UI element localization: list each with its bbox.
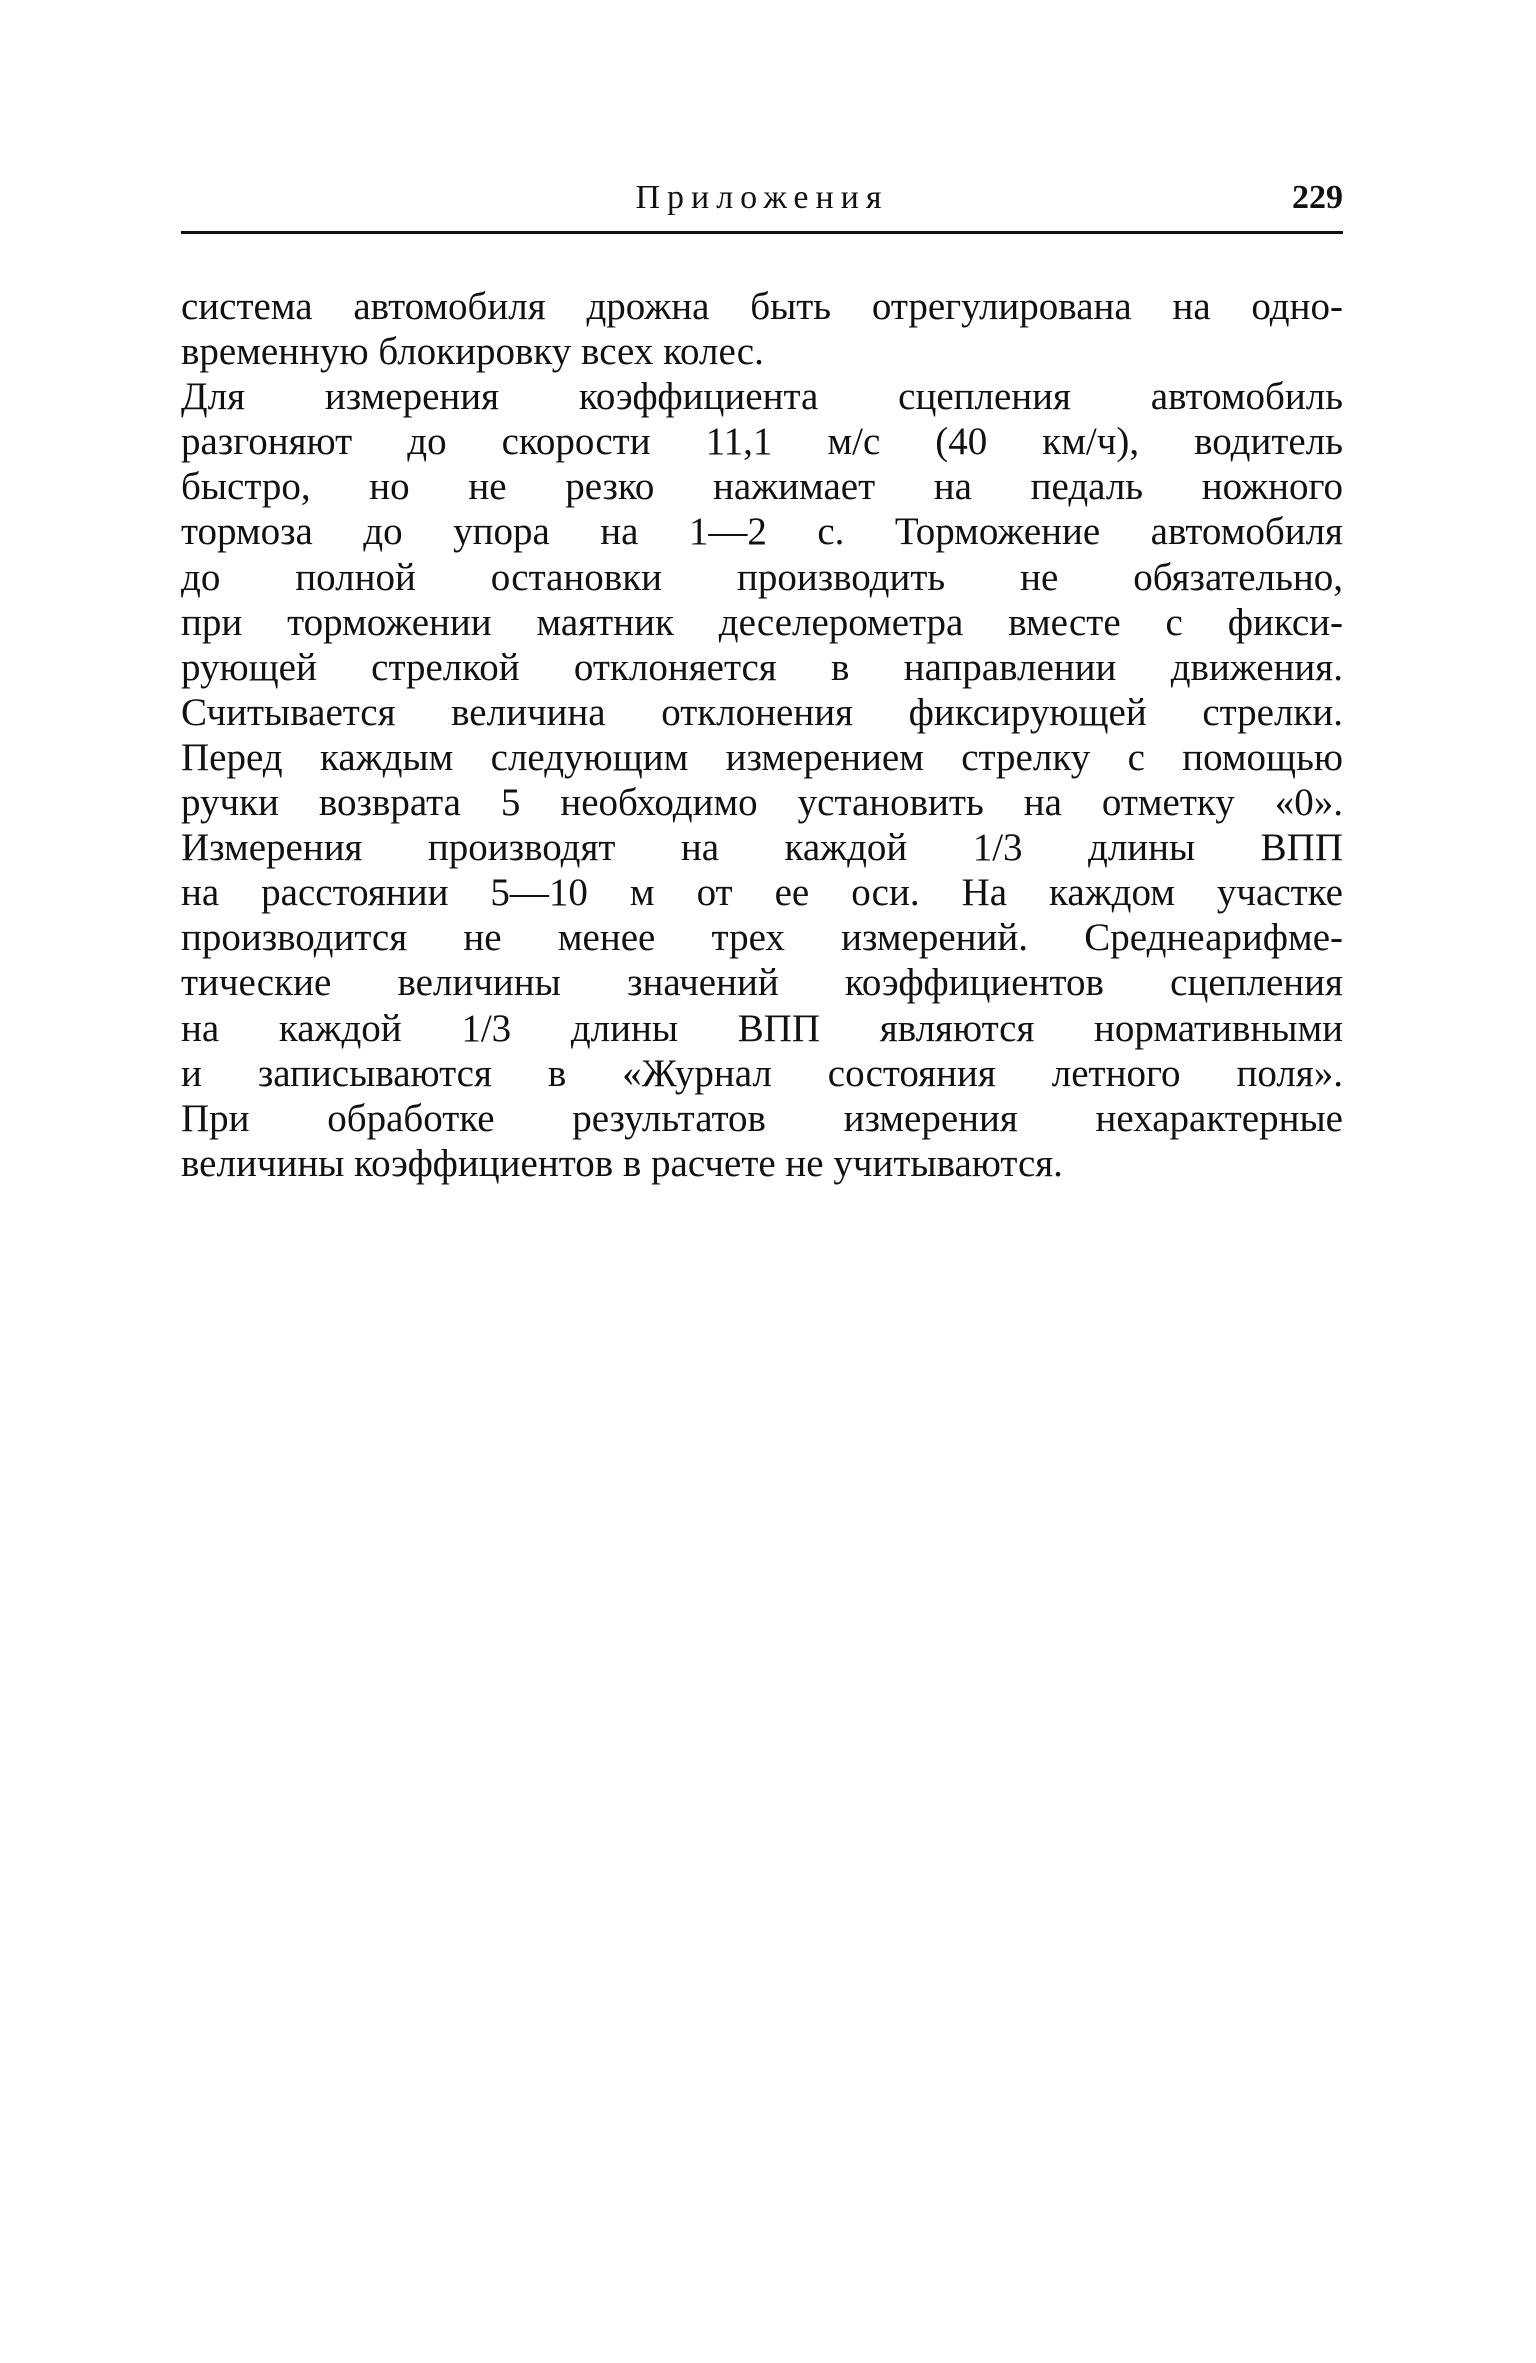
text-line: тормоза до упора на 1—2 с. Торможение автомобиля — [181, 510, 1343, 554]
text-line: быстро, но не резко нажимает на педаль ножного — [181, 465, 1343, 509]
running-head-title: Приложения — [635, 179, 889, 216]
header-rule — [181, 231, 1343, 234]
text-line: производится не менее трех измерений. Среднеарифме- — [181, 916, 1343, 960]
text-line: система автомобиля дрожна быть отрегулирована на одно- — [181, 285, 1343, 328]
text-line: временную блокировку всех колес. — [181, 330, 764, 374]
text-line: Считывается величина отклонения фиксирующей стрелки. — [181, 690, 1343, 734]
page-number: 229 — [1292, 179, 1343, 216]
text-line: При обработке результатов измерения нехарактерные — [181, 1096, 1343, 1140]
text-line: Перед каждым следующим измерением стрелку с помощью — [181, 735, 1343, 779]
text-line: рующей стрелкой отклоняется в направлении движения. — [181, 645, 1343, 689]
body-text — [181, 284, 1343, 1186]
text-line: Измерения производят на каждой 1/3 длины ВПП — [181, 826, 1343, 870]
text-line: Для измерения коэффициента сцепления автомобиль — [181, 375, 1343, 419]
text-line: на каждой 1/3 длины ВПП являются нормативными — [181, 1006, 1343, 1050]
text-line: и записываются в «Журнал состояния летного поля». — [181, 1051, 1343, 1095]
text-line: на расстоянии 5—10 м от ее оси. На каждом участке — [181, 871, 1343, 915]
text-line: до полной остановки производить не обязательно, — [181, 555, 1343, 599]
text-line: разгоняют до скорости 11,1 м/с (40 км/ч), водитель — [181, 420, 1343, 464]
running-head — [181, 172, 1343, 224]
text-line: при торможении маятник деселерометра вместе с фикси- — [181, 600, 1343, 644]
text-line: тические величины значений коэффициентов сцепления — [181, 961, 1343, 1005]
text-line: величины коэффициентов в расчете не учитываются. — [181, 1141, 1063, 1185]
text-line: ручки возврата 5 необходимо установить на отметку «0». — [181, 781, 1343, 825]
